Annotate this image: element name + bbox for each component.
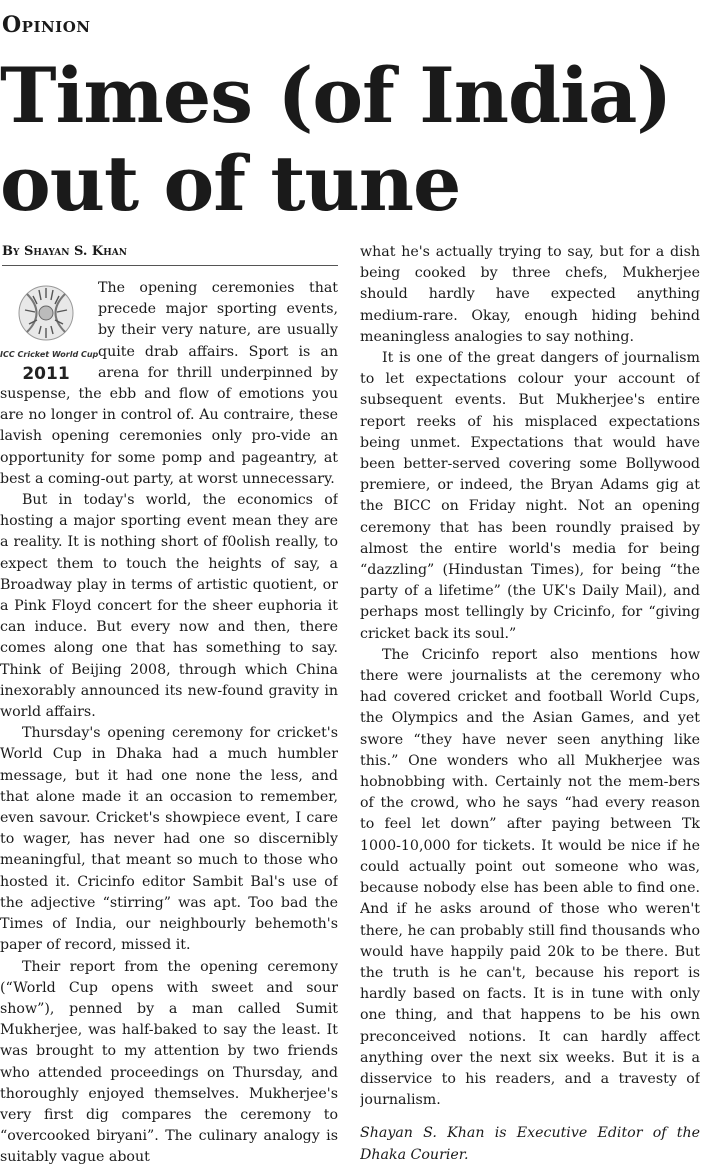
article-paragraph: The Cricinfo report also mentions how there were journalists at the ceremony who had covered cricket and football World Cups, the Olympics and the Asian Games, and yet swore “they have never seen anything like this.” One wonders who all Mukherjee was hobnobbing with. Certainly not the mem-bers of the crowd, who he says “had every reason to feel let down” after paying between Tk 1000-10,000 for tickets. It would be nice if he could actually point out someone who was, because nobody else has been able to find one. And if he asks around of those who weren't there, he can probably still find thousands who would have happily paid 20k to be there. But the truth is he can't, because his report is hardly based on facts. It is in tune with only one thing, and that happens to be his own preconceived notions. It can hardly affect anything over the next six weeks. But it is a disservice to his readers, and a travesty of journalism.	[360, 646, 700, 1109]
article-paragraph: It is one of the great dangers of journalism to let expectations colour your account of subsequent events. But Mukherjee's entire report reeks of his misplaced expectations being unmet. Expectations that would have been better-served covering some Bollywood premiere, or indeed, the Bryan Adams gig at the BICC on Friday night. Not an opening ceremony that has been roundly praised by almost the entire world's media for being “dazzling” (Hindustan Times), for being “the party of a lifetime” (the UK's Daily Mail), and perhaps most tellingly by Cricinfo, for “giving cricket back its soul.”	[360, 350, 700, 642]
article-paragraph: Thursday's opening ceremony for cricket's World Cup in Dhaka had a much humbler message, but it had one none the less, and that alone made it an occasion to remember, even savour. Cricket's showpiece event, I care to wager, has never had one so discernibly meaningful, that meant so much to those who hosted it. Cricinfo editor Sambit Bal's use of the adjective “stirring” was apt. Too bad the Times of India, our neighbourly behemoth's paper of record, missed it.	[0, 725, 338, 954]
section-label: Opinion	[2, 12, 91, 38]
author-note: Shayan S. Khan is Executive Editor of the Dhaka Courier.	[360, 1125, 700, 1163]
headline: Times (of India) out of tune	[0, 51, 672, 228]
article-paragraph: But in today's world, the economics of hosting a major sporting event mean they are a reality. It is nothing short of f0olish really, to expect them to touch the heights of say, a Broadway play in terms of artistic quotient, or a Pink Floyd concert for the sheer euphoria it can induce. But every now and then, there comes along one that has something to say. Think of Beijing 2008, through which China inexorably announced its new-found gravity in world affairs.	[0, 492, 338, 721]
article-paragraph: what he's actually trying to say, but for a dish being cooked by three chefs, Mukherjee should hardly have expected anything medium-rare. Okay, enough hiding behind meaningless analogies to say nothing.	[360, 244, 700, 345]
article-paragraph: The opening ceremonies that precede major sporting events, by their very nature, are usually quite drab affairs. Sport is an arena for thrill underpinned by suspense, the ebb and flow of emotions you are no longer in control of. Au contraire, these lavish opening ceremonies only pro-vide an opportunity for some pomp and pageantry, at best a coming-out party, at worst unnecessary.	[0, 280, 338, 487]
cricket-ball-logo-icon	[13, 282, 79, 344]
logo-caption: ICC Cricket World Cup	[0, 350, 99, 359]
logo-year: 2011	[22, 364, 70, 385]
article-column-left	[0, 278, 338, 1173]
article-column-right	[360, 242, 700, 1172]
article-paragraph: Their report from the opening ceremony (“World Cup opens with sweet and sour show”), penned by a man called Sumit Mukherjee, was half-baked to say the least. It was brought to my attention by two friends who attended proceedings on Thursday, and thoroughly enjoyed themselves. Mukherjee's very first dig compares the ceremony to “overcooked biryani”. The culinary analogy is suitably vague about	[0, 958, 338, 1166]
byline: By Shayan S. Khan	[2, 244, 338, 266]
world-cup-logo	[0, 282, 99, 385]
